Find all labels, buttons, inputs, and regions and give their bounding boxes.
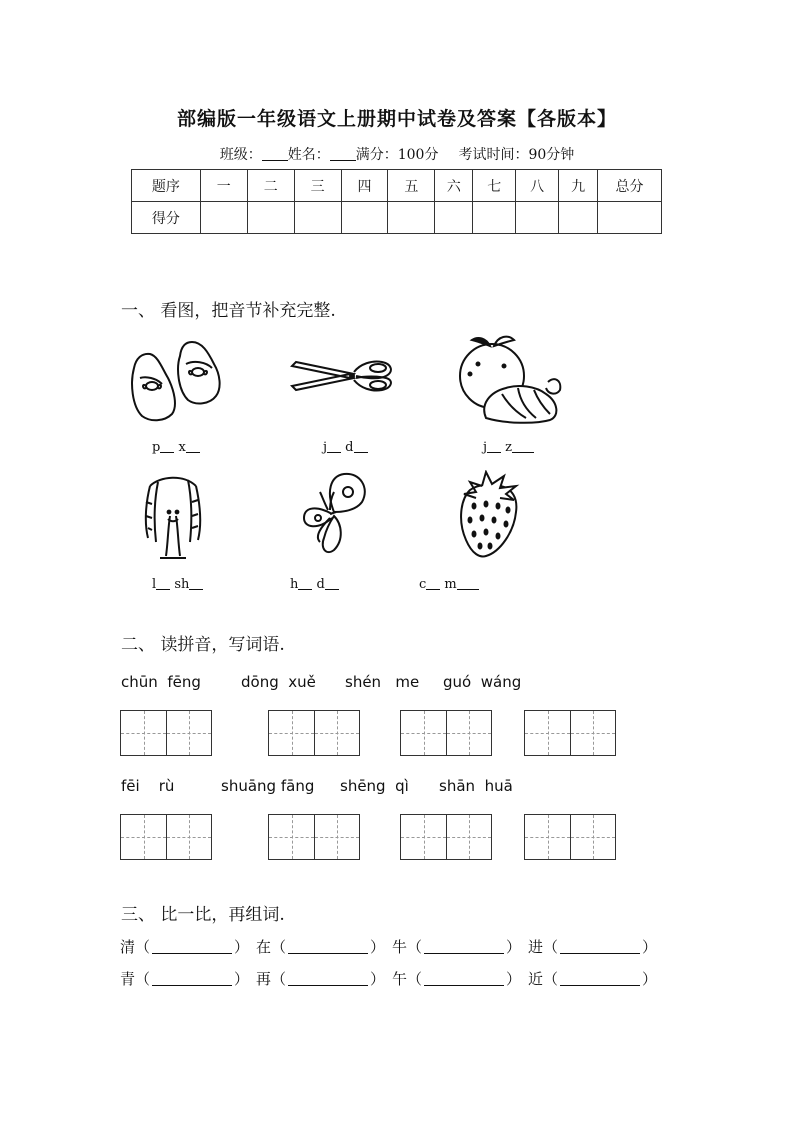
writing-grid[interactable] (120, 710, 212, 756)
score-input-cell[interactable] (247, 202, 294, 234)
pinyin-blank[interactable] (325, 578, 339, 590)
answer-blank[interactable] (424, 972, 504, 986)
score-input-cell[interactable] (341, 202, 388, 234)
strawberry-icon (456, 470, 522, 560)
class-blank[interactable] (262, 147, 288, 161)
compare-item: 进（ ） (528, 938, 658, 956)
score-row-label: 得分 (132, 202, 201, 234)
score-input-cell[interactable] (598, 202, 662, 234)
pinyin-blank[interactable] (512, 441, 534, 453)
full-score: 满分：100分 (355, 147, 439, 163)
score-header-cell: 题序 (132, 170, 201, 202)
answer-blank[interactable] (560, 940, 640, 954)
compare-item: 近（ ） (528, 970, 658, 988)
answer-blank[interactable] (288, 972, 368, 986)
exam-time: 考试时间：90分钟 (458, 147, 575, 163)
score-header-cell: 四 (341, 170, 388, 202)
section-2-heading: 二、 读拼音，写词语. (121, 635, 285, 655)
score-header-cell: 三 (294, 170, 341, 202)
score-input-cell[interactable] (294, 202, 341, 234)
pinyin-word: shén me (345, 673, 420, 691)
compare-item: 再（ ） (256, 970, 386, 988)
pinyin-word: fēi rù (121, 777, 175, 795)
pinyin-blank-item: p x (152, 440, 200, 455)
section-1-heading: 一、 看图，把音节补充完整. (121, 301, 336, 321)
score-header-cell: 八 (516, 170, 559, 202)
writing-grid[interactable] (268, 710, 360, 756)
pinyin-blank[interactable] (298, 578, 312, 590)
pinyin-blank[interactable] (160, 441, 174, 453)
score-header-cell: 一 (200, 170, 247, 202)
score-input-cell[interactable] (388, 202, 435, 234)
answer-blank[interactable] (152, 972, 232, 986)
pinyin-blank-item: l sh (152, 577, 203, 592)
compare-item: 在（ ） (256, 938, 386, 956)
shoes-icon (128, 338, 224, 424)
pinyin-blank-item: h d (290, 577, 339, 592)
score-header-cell: 总分 (598, 170, 662, 202)
answer-blank[interactable] (560, 972, 640, 986)
pinyin-blank[interactable] (457, 578, 479, 590)
writing-grid[interactable] (400, 710, 492, 756)
compare-item: 午（ ） (392, 970, 522, 988)
score-input-cell[interactable] (200, 202, 247, 234)
pinyin-blank[interactable] (189, 578, 203, 590)
pinyin-blank[interactable] (426, 578, 440, 590)
score-table (131, 169, 662, 234)
scissors-icon (290, 354, 398, 398)
answer-blank[interactable] (424, 940, 504, 954)
pinyin-word: guó wáng (443, 673, 522, 691)
pinyin-blank-item: j z (483, 440, 534, 455)
pinyin-blank[interactable] (327, 441, 341, 453)
writing-grid[interactable] (400, 814, 492, 860)
pinyin-blank[interactable] (487, 441, 501, 453)
class-label: 班级： (219, 147, 262, 163)
section-3-heading: 三、 比一比，再组词. (121, 905, 285, 925)
writing-grid[interactable] (524, 710, 616, 756)
score-input-cell[interactable] (473, 202, 516, 234)
pinyin-blank[interactable] (156, 578, 170, 590)
willow-tree-icon (140, 472, 206, 560)
writing-grid[interactable] (268, 814, 360, 860)
score-header-cell: 六 (435, 170, 473, 202)
page-title: 部编版一年级语文上册期中试卷及答案【各版本】 (176, 108, 617, 130)
score-input-cell[interactable] (516, 202, 559, 234)
name-blank[interactable] (330, 147, 356, 161)
name-label: 姓名： (287, 147, 330, 163)
butterfly-icon (300, 472, 376, 556)
compare-item: 清（ ） (120, 938, 250, 956)
pinyin-blank[interactable] (186, 441, 200, 453)
score-header-cell: 二 (247, 170, 294, 202)
score-input-cell[interactable] (559, 202, 598, 234)
pinyin-blank-item: c m (419, 577, 479, 592)
pinyin-blank[interactable] (354, 441, 368, 453)
orange-icon (456, 334, 564, 424)
answer-blank[interactable] (152, 940, 232, 954)
writing-grid[interactable] (120, 814, 212, 860)
pinyin-word: shēng qì (340, 777, 409, 795)
writing-grid[interactable] (524, 814, 616, 860)
pinyin-word: shān huā (439, 777, 513, 795)
compare-item: 青（ ） (120, 970, 250, 988)
score-value-row (132, 202, 662, 234)
exam-info (0, 144, 794, 164)
pinyin-word: dōng xuě (241, 673, 316, 691)
score-header-cell: 五 (388, 170, 435, 202)
score-input-cell[interactable] (435, 202, 473, 234)
answer-blank[interactable] (288, 940, 368, 954)
score-header-row (132, 170, 662, 202)
compare-item: 牛（ ） (392, 938, 522, 956)
score-header-cell: 七 (473, 170, 516, 202)
pinyin-word: chūn fēng (121, 673, 201, 691)
pinyin-blank-item: j d (323, 440, 368, 455)
score-header-cell: 九 (559, 170, 598, 202)
pinyin-word: shuāng fāng (221, 777, 315, 795)
